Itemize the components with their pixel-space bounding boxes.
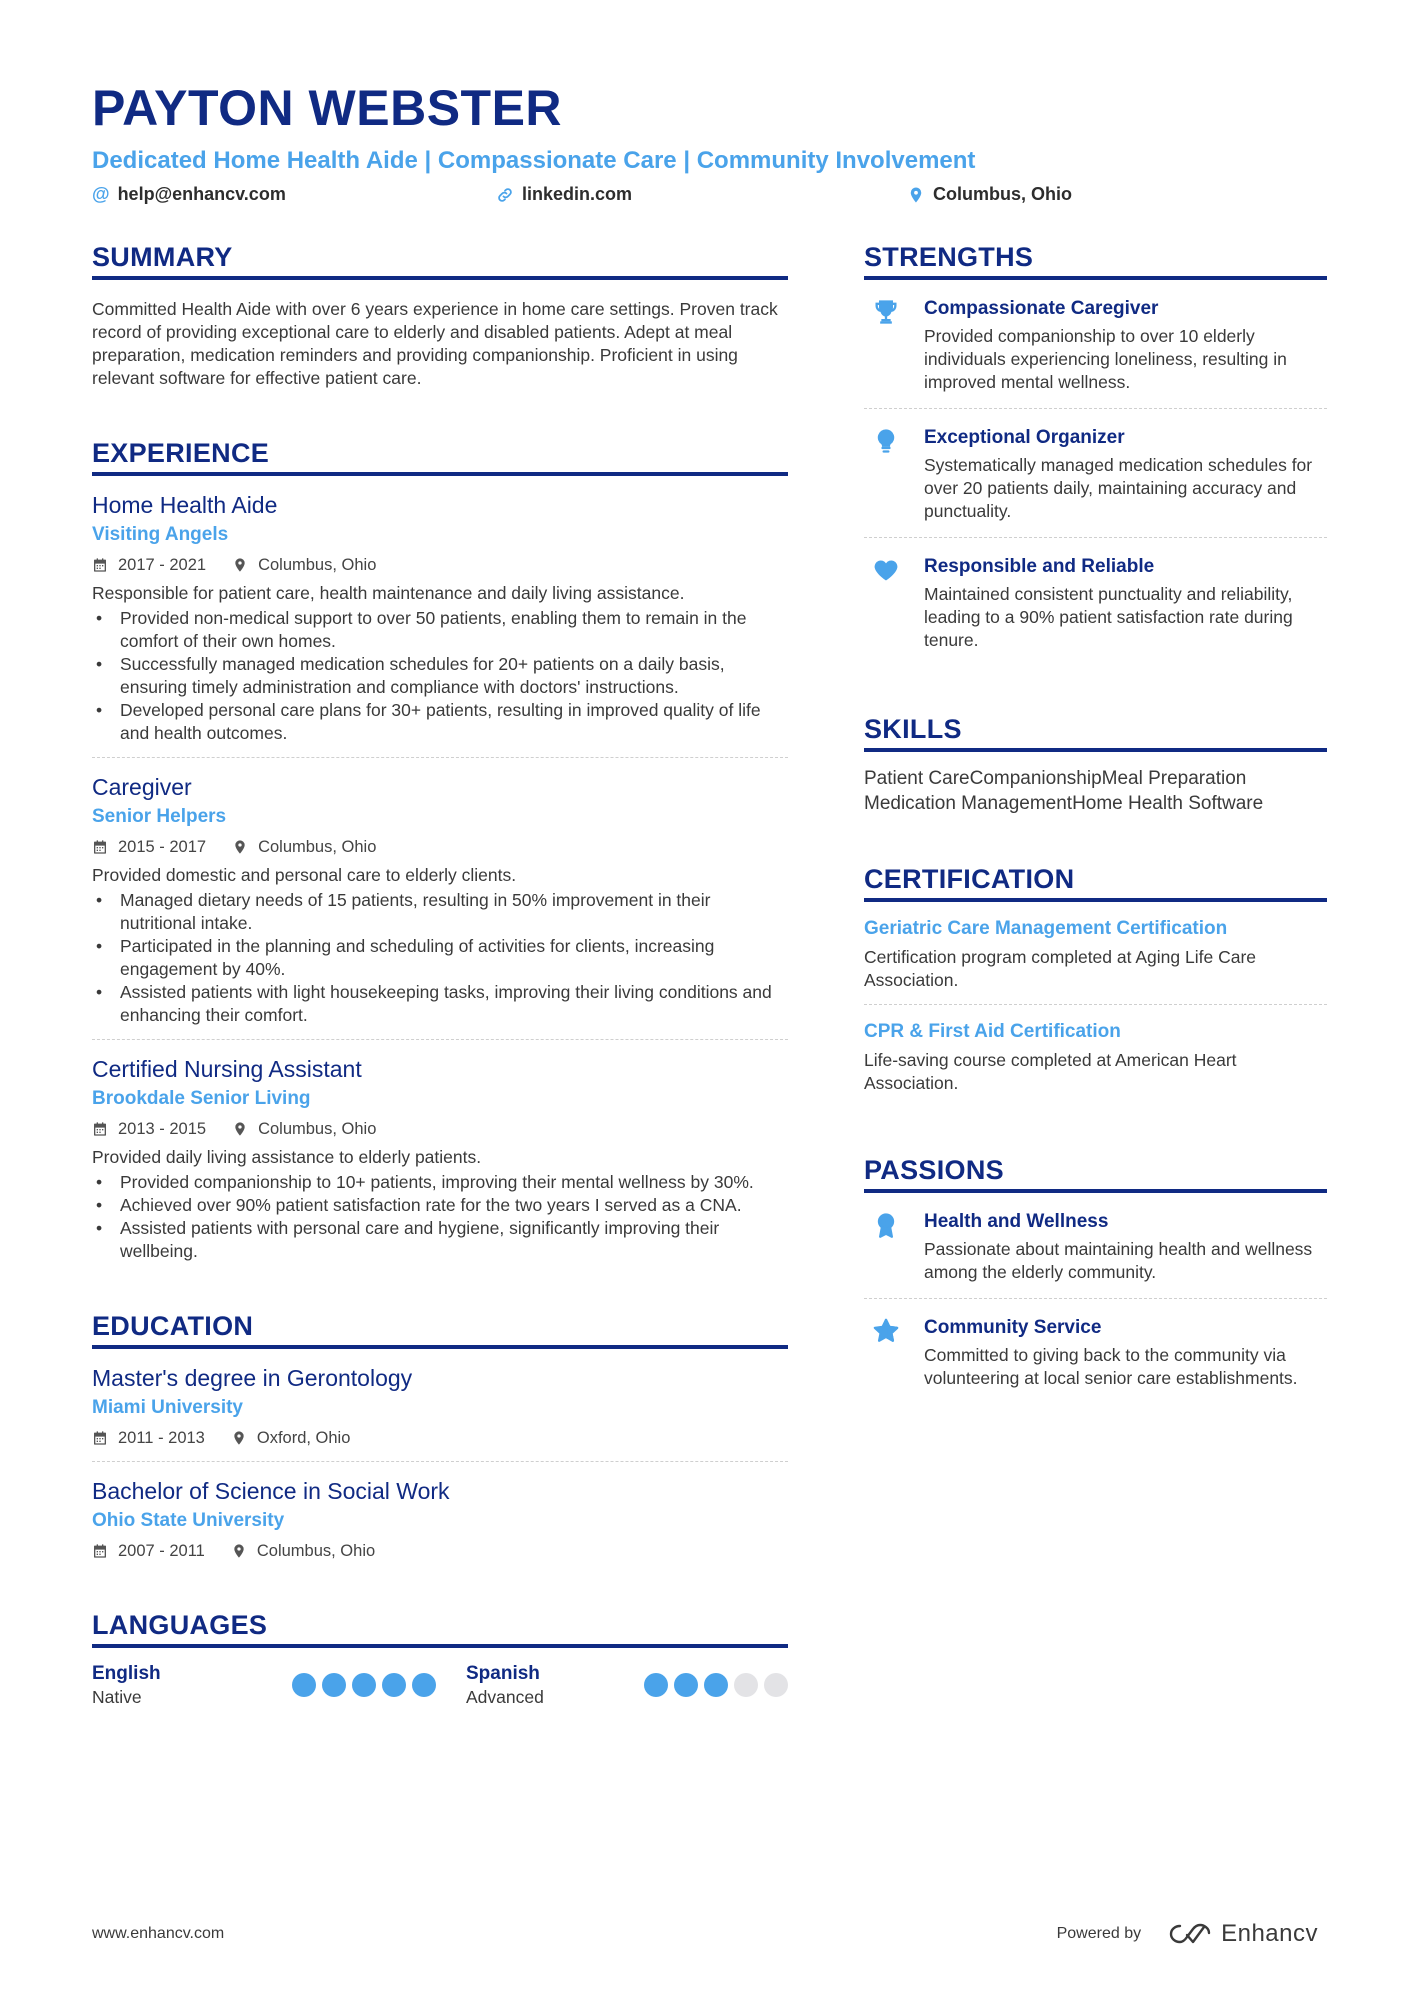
certification-heading: CERTIFICATION [864,862,1327,902]
footer-url[interactable]: www.enhancv.com [92,1925,225,1942]
location-text: Columbus, Ohio [933,184,1072,204]
enhancv-logo-icon [1167,1921,1213,1947]
experience-list [92,476,788,1263]
powered-by [1057,1920,1318,1948]
achievement-item: • Participated in the planning and scheduling of activities for clients, increasing engagement by 40%. [92,935,788,981]
languages-list [92,1662,788,1708]
skills-heading: SKILLS [864,712,1327,752]
languages-heading: LANGUAGES [92,1608,788,1648]
certification-text: Life-saving course completed at American Heart Association. [864,1050,1237,1093]
strength-item [864,537,1327,666]
certification-entry [864,902,1327,1004]
achievement-list [92,889,788,1027]
skills-line: Medication ManagementHome Health Software [864,793,1264,814]
location-text: Oxford, Ohio [256,1429,351,1447]
strength-item-title: Compassionate Caregiver [924,298,1159,319]
job-title: Home Health Aide [92,492,278,518]
company-name: Visiting Angels [92,524,229,545]
rating-dot [674,1673,698,1697]
right-column [864,240,1327,1450]
date-text: 2017 - 2021 [118,556,207,574]
rating-dot [352,1673,376,1697]
map-pin-icon [232,557,248,573]
education-list [92,1349,788,1562]
skills-line: Patient CareCompanionshipMeal Preparation [864,768,1247,789]
achievement-item: • Assisted patients with personal care and hygiene, significantly improving their wellbeing. [92,1217,788,1263]
language-entry [466,1662,788,1708]
job-description: Provided domestic and personal care to elderly clients. [92,865,517,885]
date-range [92,1118,206,1140]
date-text: 2015 - 2017 [118,838,207,856]
meta-row [92,1540,788,1562]
certification-list [864,902,1327,1107]
education-entry [92,1461,788,1562]
location [232,836,376,858]
school-name: Miami University [92,1397,243,1418]
candidate-name: PAYTON WEBSTER [92,80,563,136]
achievement-item: • Managed dietary needs of 15 patients, resulting in 50% improvement in their nutritional intake. [92,889,788,935]
achievement-list [92,607,788,745]
summary-heading: SUMMARY [92,240,788,280]
date-text: 2011 - 2013 [118,1429,205,1447]
lightbulb-icon [864,425,924,523]
languages-section [92,1608,788,1708]
strengths-list [864,280,1327,666]
language-text [466,1662,544,1708]
rating-dot [644,1673,668,1697]
meta-row [92,1427,788,1449]
calendar-icon [92,1121,108,1137]
calendar-icon [92,557,108,573]
job-entry [92,476,788,745]
strength-item-title: Exceptional Organizer [924,427,1125,448]
degree-title: Master's degree in Gerontology [92,1365,413,1391]
tagline: Dedicated Home Health Aide | Compassionate Care | Community Involvement [92,147,976,174]
email-text: help@enhancv.com [117,184,286,204]
strength-item-text: Maintained consistent punctuality and reliability, leading to a 90% patient satisfaction rate during tenure. [924,584,1293,650]
location-text: Columbus, Ohio [258,838,377,856]
passion-item-title: Community Service [924,1317,1102,1338]
achievement-item: • Successfully managed medication schedules for 20+ patients on a daily basis, ensuring timely administration and compliance with doctors' instructions. [92,653,788,699]
strength-item-text: Provided companionship to over 10 elderly individuals experiencing loneliness, resulting in improved mental wellness. [924,326,1287,392]
strength-item-body [924,425,1327,523]
location [232,554,376,576]
language-name: Spanish [466,1663,540,1684]
location [232,1118,376,1140]
certification-title: CPR & First Aid Certification [864,1021,1121,1042]
language-entry [92,1662,466,1708]
strength-item-body [924,554,1327,652]
certification-text: Certification program completed at Aging Life Care Association. [864,947,1257,990]
company-name: Brookdale Senior Living [92,1088,311,1109]
company-name: Senior Helpers [92,806,227,827]
job-entry [92,757,788,1027]
linkedin-text: linkedin.com [522,184,633,204]
resume-page [92,78,1327,1707]
at-icon: @ [92,184,110,204]
proficiency-rating [644,1673,788,1697]
heart-icon [864,554,924,652]
strength-item [864,408,1327,537]
date-text: 2013 - 2015 [118,1120,207,1138]
proficiency-rating [292,1673,436,1697]
star-icon [864,1315,924,1390]
date-range [92,1540,205,1562]
footer [92,1918,1318,1950]
strength-item [864,280,1327,408]
summary-section [92,240,788,390]
date-range [92,836,206,858]
location-text: Columbus, Ohio [258,556,377,574]
degree-title: Bachelor of Science in Social Work [92,1478,450,1504]
summary-text: Committed Health Aide with over 6 years experience in home care settings. Proven track record of providing exceptional care to elderly and disabled patients. Adept at meal preparation, medication reminders and providing companionship. Proficient in using relevant software for effective patient care. [92,299,778,388]
passions-heading: PASSIONS [864,1153,1327,1193]
location [231,1540,375,1562]
strength-item-title: Responsible and Reliable [924,556,1155,577]
meta-row [92,1118,788,1140]
rating-dot [412,1673,436,1697]
skills-list [864,766,1327,816]
language-level: Native [92,1687,142,1707]
job-title: Caregiver [92,774,192,800]
award-icon [864,1209,924,1284]
rating-dot [382,1673,406,1697]
job-entry [92,1039,788,1263]
passions-section [864,1153,1327,1404]
linkedin-contact[interactable] [496,184,632,205]
strengths-heading: STRENGTHS [864,240,1327,280]
strength-item-body [924,296,1327,394]
passion-item-text: Committed to giving back to the community via volunteering at local senior care establishments. [924,1345,1298,1388]
education-heading: EDUCATION [92,1309,788,1349]
meta-row [92,836,788,858]
contact-row [92,184,1327,212]
education-entry [92,1349,788,1449]
map-pin-icon [907,186,925,204]
map-pin-icon [232,1121,248,1137]
map-pin-icon [231,1543,247,1559]
location-contact [907,184,1072,205]
meta-row [92,554,788,576]
rating-dot [764,1673,788,1697]
powered-by-label: Powered by [1056,1925,1142,1942]
school-name: Ohio State University [92,1510,285,1531]
certification-entry [864,1004,1327,1107]
certification-title: Geriatric Care Management Certification [864,918,1228,939]
location-text: Columbus, Ohio [258,1120,377,1138]
strength-item-text: Systematically managed medication schedules for over 20 patients daily, maintaining accuracy and punctuality. [924,455,1313,521]
language-level: Advanced [466,1687,544,1707]
passion-item-body [924,1315,1327,1390]
map-pin-icon [231,1430,247,1446]
job-description: Provided daily living assistance to elderly patients. [92,1147,482,1167]
language-text [92,1662,161,1708]
rating-dot [704,1673,728,1697]
education-section [92,1309,788,1562]
passion-item-title: Health and Wellness [924,1211,1109,1232]
left-column [92,240,788,1754]
date-range [92,1427,205,1449]
date-text: 2007 - 2011 [118,1542,205,1560]
achievement-item: • Developed personal care plans for 30+ patients, resulting in improved quality of life and health outcomes. [92,699,788,745]
passion-item-text: Passionate about maintaining health and wellness among the elderly community. [924,1239,1313,1282]
rating-dot [292,1673,316,1697]
achievement-item: • Provided companionship to 10+ patients, improving their mental wellness by 30%. [92,1171,788,1194]
language-name: English [92,1663,161,1684]
achievement-item: • Provided non-medical support to over 50 patients, enabling them to remain in the comfort of their own homes. [92,607,788,653]
job-description: Responsible for patient care, health maintenance and daily living assistance. [92,583,685,603]
achievement-list [92,1171,788,1263]
experience-section [92,436,788,1263]
enhancv-brand: Enhancv [1221,1920,1318,1947]
achievement-item: • Assisted patients with light housekeeping tasks, improving their living conditions and enhancing their comfort. [92,981,788,1027]
location-text: Columbus, Ohio [256,1542,376,1560]
email-contact[interactable] [92,184,286,205]
certification-section [864,862,1327,1107]
trophy-icon [864,296,924,394]
map-pin-icon [232,839,248,855]
rating-dot [734,1673,758,1697]
location [231,1427,351,1449]
experience-heading: EXPERIENCE [92,436,788,476]
calendar-icon [92,839,108,855]
calendar-icon [92,1430,108,1446]
calendar-icon [92,1543,108,1559]
passion-item-body [924,1209,1327,1284]
passion-item [864,1193,1327,1298]
strengths-section [864,240,1327,666]
skills-section [864,712,1327,816]
rating-dot [322,1673,346,1697]
passions-list [864,1193,1327,1404]
passion-item [864,1298,1327,1404]
link-icon [496,186,514,204]
job-title: Certified Nursing Assistant [92,1056,362,1082]
achievement-item: • Achieved over 90% patient satisfaction rate for the two years I served as a CNA. [92,1194,788,1217]
date-range [92,554,206,576]
